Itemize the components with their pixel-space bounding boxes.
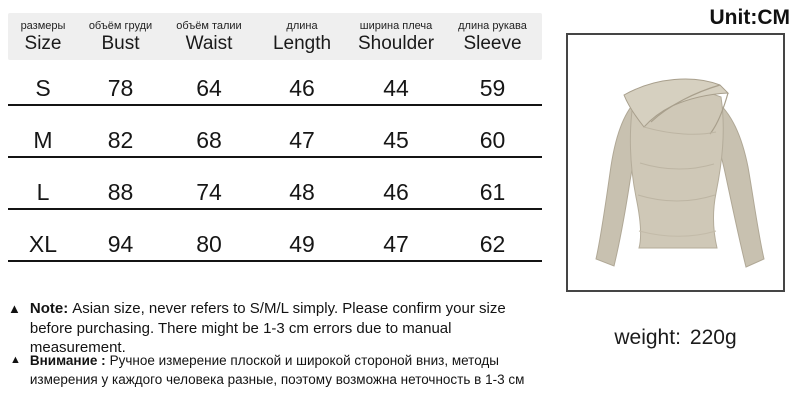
header-waist-en: Waist: [185, 33, 233, 54]
header-shoulder: [349, 13, 443, 60]
table-row-xl: [8, 210, 542, 262]
header-waist-ru: объём талии: [176, 20, 242, 32]
cell-xl-bust: 94: [107, 231, 134, 257]
header-size-en: Size: [24, 33, 62, 54]
header-sleeve: [443, 13, 542, 60]
header-bust-ru: объём груди: [88, 20, 153, 32]
note-russian-label: Внимание :: [29, 353, 106, 368]
cell-l-waist: 74: [196, 179, 222, 205]
cell-m-shoulder: 45: [383, 127, 409, 153]
cell-s-sleeve: 59: [479, 75, 506, 101]
cell-xl-sleeve: 62: [479, 231, 506, 257]
cell-s-size: S: [35, 75, 51, 101]
header-sleeve-ru: длина рукава: [458, 20, 527, 32]
header-size-ru: размеры: [20, 20, 66, 32]
triangle-icon: ▲: [8, 301, 21, 316]
header-shoulder-en: Shoulder: [357, 33, 435, 54]
triangle-icon: ▲: [10, 354, 21, 366]
cell-xl-length: 49: [289, 231, 315, 257]
table-row-l: [8, 158, 542, 210]
cell-l-length: 48: [289, 179, 315, 205]
unit-label: Unit:CM: [709, 6, 790, 29]
header-length-en: Length: [272, 33, 332, 54]
note-russian: [10, 351, 530, 389]
cell-s-bust: 78: [107, 75, 134, 101]
header-length-ru: длина: [286, 20, 318, 32]
cell-m-length: 47: [289, 127, 315, 153]
header-length: [255, 13, 349, 60]
cell-xl-size: XL: [28, 231, 58, 257]
cell-l-shoulder: 46: [383, 179, 409, 205]
cell-l-bust: 88: [107, 179, 134, 205]
note-english-text: [30, 299, 536, 358]
cell-m-size: M: [33, 127, 53, 153]
weight-text: weight:: [614, 326, 681, 349]
weight-value: 220g: [689, 326, 737, 349]
note-russian-body: Ручное измерение плоской и широкой стороной вниз, методы измерения у каждого человека разные, поэтому возможна неточность в 1-3 см: [29, 353, 525, 387]
cell-xl-shoulder: 47: [383, 231, 409, 257]
cell-xl-waist: 80: [196, 231, 222, 257]
note-english: [8, 299, 536, 358]
table-row-s: [8, 60, 542, 106]
header-size: [8, 13, 78, 60]
size-table-header: [8, 13, 542, 60]
header-sleeve-en: Sleeve: [463, 33, 522, 54]
product-image-frame: [566, 33, 785, 292]
header-bust-en: Bust: [101, 33, 140, 54]
cell-s-waist: 64: [196, 75, 222, 101]
cell-l-sleeve: 61: [479, 179, 506, 205]
cell-s-length: 46: [289, 75, 315, 101]
cell-m-waist: 68: [196, 127, 222, 153]
product-image: [568, 35, 783, 290]
header-shoulder-ru: ширина плеча: [359, 20, 433, 32]
header-bust: [78, 13, 163, 60]
table-row-m: [8, 106, 542, 158]
weight-label: [566, 326, 785, 350]
size-table: [8, 13, 542, 262]
cell-l-size: L: [36, 179, 50, 205]
cell-s-shoulder: 44: [383, 75, 409, 101]
cell-m-sleeve: 60: [479, 127, 506, 153]
cell-m-bust: 82: [107, 127, 134, 153]
note-english-body: Asian size, never refers to S/M/L simply. Please confirm your size before purchasing. There might be 1-3 cm errors due to manual measurement.: [29, 300, 506, 356]
header-waist: [163, 13, 255, 60]
note-english-label: Note:: [29, 300, 69, 317]
note-russian-text: [30, 351, 530, 389]
